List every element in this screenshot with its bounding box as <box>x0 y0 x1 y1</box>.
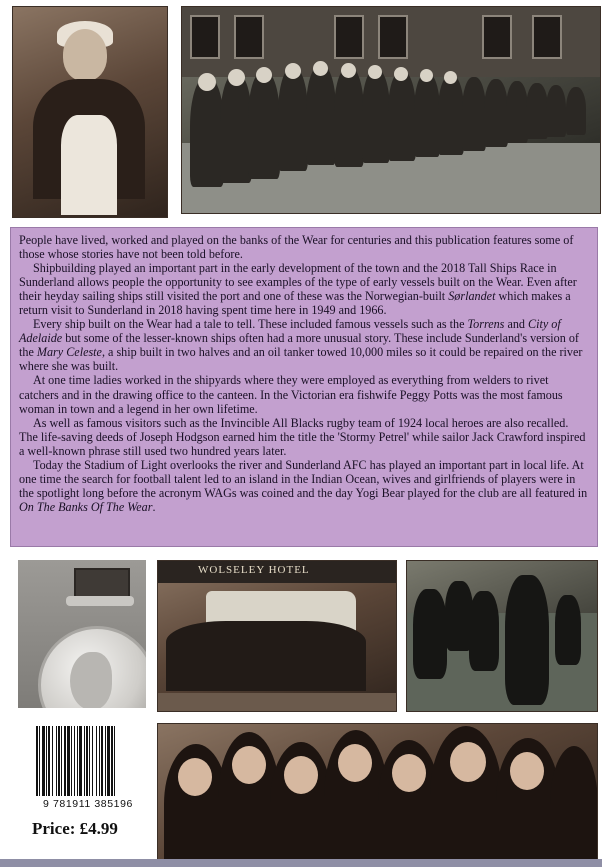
child-figure <box>438 75 464 155</box>
hotel-sign <box>158 561 396 583</box>
barcode-bar <box>64 726 66 796</box>
child-face <box>394 67 408 81</box>
barcode-bar <box>52 726 53 796</box>
barcode-bar <box>71 726 72 796</box>
girl-face <box>338 744 372 782</box>
child-face <box>285 63 301 79</box>
barcode-bar <box>77 726 78 796</box>
barcode-bar <box>101 726 103 796</box>
barcode-bar <box>36 726 38 796</box>
window <box>334 15 364 59</box>
hotel-bus-photo <box>157 560 397 712</box>
blurb-paragraph-intro: People have lived, worked and played on the banks of the Wear for centuries and this publication features some of those whose stories have not been told before. <box>19 233 574 262</box>
child-figure <box>506 81 528 143</box>
child-face <box>256 67 272 83</box>
medal-profile <box>70 652 112 708</box>
child-figure <box>526 83 548 139</box>
girl-face <box>284 756 318 794</box>
rugby-player <box>413 589 447 679</box>
child-figure <box>546 85 566 137</box>
bottom-strip <box>0 859 602 867</box>
barcode-bar <box>48 726 50 796</box>
rugby-player <box>505 575 549 705</box>
child-figure <box>566 87 586 135</box>
rugby-photo <box>406 560 598 712</box>
child-face <box>444 71 457 84</box>
window <box>378 15 408 59</box>
child-figure <box>484 79 508 147</box>
barcode-bar <box>99 726 100 796</box>
face-shape <box>63 29 107 81</box>
child-figure <box>362 69 390 163</box>
girl-face <box>392 754 426 792</box>
barcode-bar <box>114 726 115 796</box>
blurb-paragraph-shipbuilding: Shipbuilding played an important part in the early development of the town and the 2018 Tall Ships Race in Sunderland allows people the opportunity to see examples of the type of early vessels built on the Wear. Even after their heyday sailing ships still visited the port and one of these was the Norwegian-built Sørlandet which makes a return visit to Sunderland in 2018 having spent time here in 1949 and 1966. <box>19 261 577 318</box>
child-figure <box>190 77 224 187</box>
medal-clasp <box>66 596 134 606</box>
barcode-bar <box>111 726 113 796</box>
barcode <box>27 722 149 822</box>
isbn-number: 9 781911 385196 <box>43 798 133 810</box>
crowd-photo <box>181 6 601 214</box>
barcode-bar <box>46 726 47 796</box>
barcode-bar <box>96 726 97 796</box>
child-face <box>313 61 328 76</box>
medal-photo <box>18 560 146 708</box>
barcode-bar <box>89 726 90 796</box>
apron-shape <box>61 115 117 215</box>
child-face <box>198 73 216 91</box>
girl-face <box>510 752 544 790</box>
child-figure <box>414 73 440 157</box>
blurb-paragraph-heroes: As well as famous visitors such as the Invincible All Blacks rugby team of 1924 local heroes are also recalled. The life-saving deeds of Joseph Hodgson earned him the title the 'Stormy Petrel' while sailor Jack Crawford inspired a well-known phrase still used two hundred years later. <box>19 415 586 458</box>
barcode-bar <box>74 726 75 796</box>
barcode-icon <box>35 726 141 796</box>
girl-face <box>450 742 486 782</box>
portrait-photo <box>12 6 168 218</box>
blurb-panel <box>10 227 598 547</box>
girls-photo <box>157 723 598 862</box>
blurb-paragraph-ships: Every ship built on the Wear had a tale to tell. These included famous vessels such as the Torrens and City of Adelaide but some of the lesser-known ships often had a more unusual story. These include Sunderland's version of the Mary Celeste, a ship built in two halves and an oil tanker towed 10,000 miles so it could be repaired on the river where she was built. <box>19 317 583 374</box>
barcode-bar <box>86 726 88 796</box>
group-of-people <box>166 621 366 691</box>
child-figure <box>462 77 486 151</box>
girl-figure <box>550 746 598 862</box>
barcode-bar <box>39 726 40 796</box>
barcode-bar <box>79 726 82 796</box>
barcode-bar <box>61 726 62 796</box>
barcode-bar <box>105 726 106 796</box>
child-figure <box>388 71 416 161</box>
barcode-bar <box>107 726 110 796</box>
girl-face <box>232 746 266 784</box>
ground <box>158 693 396 711</box>
blurb-paragraph-ladies: At one time ladies worked in the shipyards where they were employed as everything from welders to rivet catchers and in the drawing office to the canteen. In the Victorian era fishwife Peggy Potts was the most famous woman in town and a legend in her own lifetime. <box>19 373 563 416</box>
rugby-player <box>469 591 499 671</box>
hotel-sign-text: WOLSELEY HOTEL <box>198 564 310 576</box>
child-face <box>341 63 356 78</box>
window <box>532 15 562 59</box>
child-figure <box>306 65 336 165</box>
child-face <box>368 65 382 79</box>
barcode-bar <box>67 726 70 796</box>
barcode-bar <box>56 726 57 796</box>
child-figure <box>278 67 308 171</box>
barcode-bar <box>84 726 85 796</box>
blurb-paragraph-football: Today the Stadium of Light overlooks the river and Sunderland AFC has played an important part in local life. At one time the search for football talent led to an island in the Indian Ocean, wives and girlfriends of players were in the spotlight long before the acronym WAGs was coined and the day Yogi Bear played for the club are all featured in On The Banks Of The Wear. <box>19 457 588 514</box>
child-figure <box>248 71 280 179</box>
barcode-bar <box>58 726 60 796</box>
child-figure <box>334 67 364 167</box>
rugby-player <box>555 595 581 665</box>
window <box>234 15 264 59</box>
window <box>190 15 220 59</box>
girl-face <box>178 758 212 796</box>
barcode-bar <box>92 726 93 796</box>
child-face <box>228 69 245 86</box>
child-face <box>420 69 433 82</box>
price-label: Price: £4.99 <box>32 819 118 838</box>
window <box>482 15 512 59</box>
barcode-bar <box>42 726 45 796</box>
